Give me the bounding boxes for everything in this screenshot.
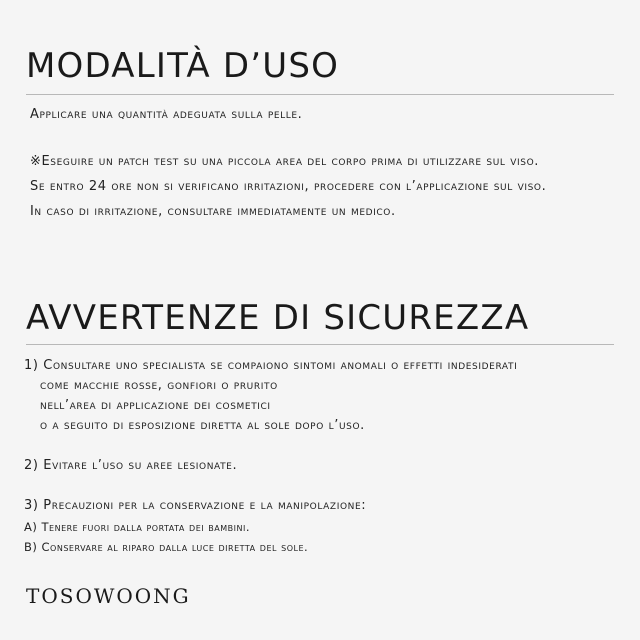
usage-line: Se entro 24 ore non si verificano irritazioni, procedere con l’applicazione sul viso. [30, 179, 547, 194]
warning-subline: B) Conservare al riparo dalla luce diretta del sole. [24, 540, 309, 554]
warning-line: 1) Consultare uno specialista se compaiono sintomi anomali o effetti indesiderati [24, 358, 518, 373]
warning-line: o a seguito di esposizione diretta al sole dopo l’uso. [40, 418, 365, 433]
usage-divider [26, 94, 614, 95]
warning-subline: A) Tenere fuori dalla portata dei bambini. [24, 520, 250, 534]
brand-logo: TOSOWOONG [26, 584, 191, 608]
warnings-divider [26, 344, 614, 345]
usage-line: In caso di irritazione, consultare immediatamente un medico. [30, 204, 396, 219]
warning-line: nell’area di applicazione dei cosmetici [40, 398, 271, 413]
usage-line: Applicare una quantità adeguata sulla pelle. [30, 107, 303, 122]
warning-line: come macchie rosse, gonfiori o prurito [40, 378, 278, 393]
usage-line: ※Eseguire un patch test su una piccola area del corpo prima di utilizzare sul viso. [30, 154, 539, 169]
usage-title: MODALITÀ D’USO [26, 46, 340, 86]
warning-item-2: 2) Evitare l’uso su aree lesionate. [24, 458, 238, 473]
warning-line: 3) Precauzioni per la conservazione e la manipolazione: [24, 498, 367, 513]
warnings-title: AVVERTENZE DI SICUREZZA [26, 298, 530, 338]
